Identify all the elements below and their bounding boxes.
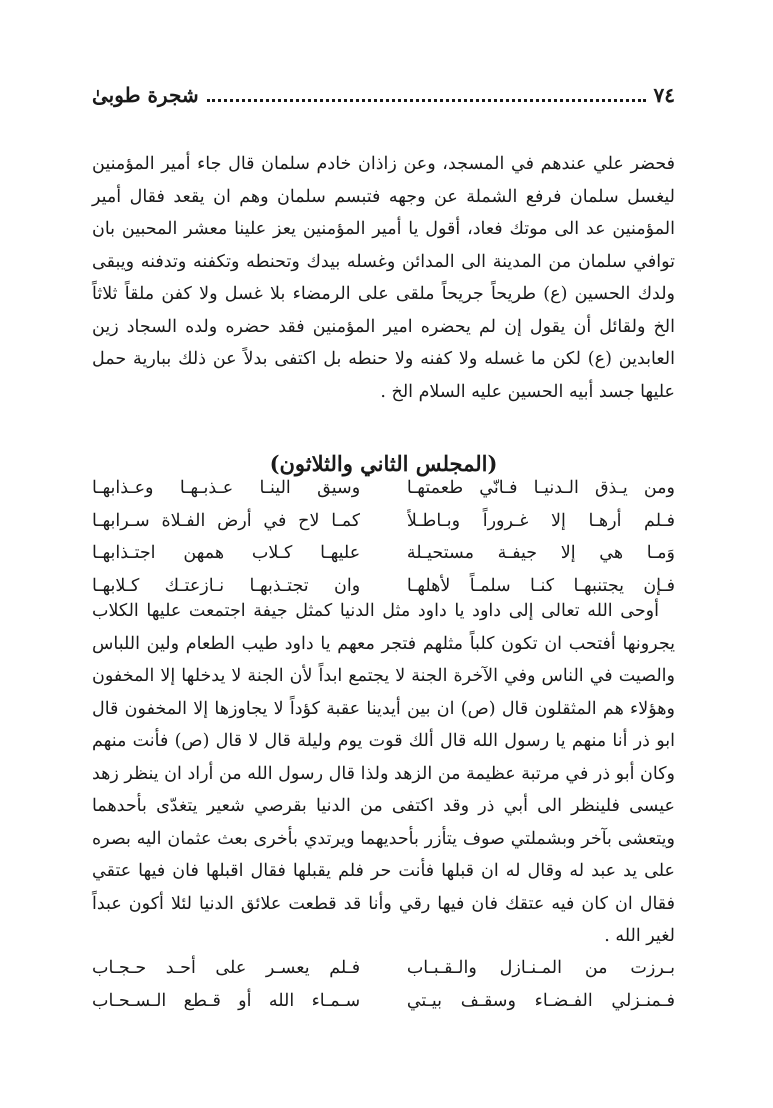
page-header	[92, 80, 675, 110]
poem-block-1	[92, 472, 675, 602]
page-number: ٧٤	[653, 83, 675, 107]
verse-first-hemistich: وَمـا هي إلا جيفـة مستحيـلة	[406, 543, 675, 563]
paragraph-1: فحضر علي عندهم في المسجد، وعن زاذان خادم سلمان قال جاء أمير المؤمنين ليغسل سلمان فرفع الشملة عن وجهه فتبسم سلمان وهم ان يقعد فقال أمير المؤمنين عد الى موتك فعاد، أقول يا أمير المؤمنين يعز علينا معشر المحبين بان توافي سلمان من المدينة الى المدائن وغسله بيدك وتحنطه وتكفنه وتدفنه ويبقى ولدك الحسين (ع) طريحاً جريحاً ملقى على الرمضاء بلا غسل ولا كفن ملقاً ثلاثاً الخ ولقائل أن يقول إن لم يحضره امير المؤمنين فقد حضره ولده السجاد زين العابدين (ع) لكن ما غسله ولا كفنه ولا حنطه بل اكتفى بدلاً عن ذلك ببارية حمل عليها جسد أبيه الحسين عليه السلام الخ .	[92, 154, 675, 402]
book-title: شجرة طوبىٰ	[92, 83, 199, 107]
verse-first-hemistich: فـلم أرهـا إلا غـروراً وبـاطـلاً	[406, 510, 675, 531]
verse-line	[92, 505, 675, 538]
poem-block-2	[92, 952, 675, 1017]
verse-second-hemistich: وسيق الينـا عـذبـهـا وعـذابهـا	[92, 478, 361, 498]
section-title: (المجلس الثاني والثلاثون)	[269, 451, 498, 476]
verse-second-hemistich: سـمـاء الله أو قـطع الـسـحـاب	[92, 990, 361, 1011]
verse-line	[92, 472, 675, 505]
verse-second-hemistich: وان تجتـذبهـا نـازعتـك كـلابهـا	[92, 575, 361, 596]
verse-line	[92, 952, 675, 985]
verse-line	[92, 985, 675, 1018]
verse-first-hemistich: فـمنـزلي الفـضـاء وسقـف بيـتي	[406, 990, 675, 1011]
verse-second-hemistich: عليهـا كـلاب همهن اجتـذابهـا	[92, 543, 361, 563]
verse-second-hemistich: كمـا لاح في أرض الفـلاة سـرابهـا	[92, 510, 361, 531]
verse-line	[92, 537, 675, 570]
verse-first-hemistich: بـرزت من المـنـازل والـقـبـاب	[406, 958, 675, 978]
header-dot-leader	[207, 99, 646, 102]
verse-first-hemistich: ومن يـذق الـدنيـا فـانّي طعمتهـا	[406, 478, 675, 498]
verse-second-hemistich: فـلم يعسـر على أحـد حـجـاب	[92, 958, 361, 978]
paragraph-2: أوحى الله تعالى إلى داود يا داود مثل الدنيا كمثل جيفة اجتمعت عليها الكلاب يجرونها أفتحب ان تكون كلباً مثلهم فتجر معهم يا داود طيب الطعام ولين اللباس والصيت في الناس وفي الآخرة الجنة لا يجتمع ابداً لأن الجنة لا يدخلها إلا المخفون وهؤلاء هم المثقلون قال (ص) ان بين أيدينا عقبة كؤداً لا يجاوزها إلا المخفون قال ابو ذر أنا منهم يا رسول الله قال ألك قوت يوم وليلة قال لا قال (ص) فأنت منهم وكان أبو ذر في مرتبة عظيمة من الزهد ولذا قال رسول الله من أراد ان ينظر زهد عيسى فلينظر الى أبي ذر وقد اكتفى من الدنيا بقرصي شعير يتغدّى بأحدهما ويتعشى بآخر وبشملتي صوف يتأزر بأحديهما ويرتدي بأخرى بعث عثمان اليه بصره على يد عبد له وقال له ان قبلها فأنت حر فلم يقبلها فقال اقبلها فان فيها عتقي فقال ان كان فيه عتقك فان فيها رقي وأنا قد قطعت علائق الدنيا لئلا أكون عبداً لغير الله .	[92, 601, 675, 946]
verse-first-hemistich: فـإن يجتنبهـا كنـا سلمـاً لأهلهـا	[406, 575, 675, 596]
